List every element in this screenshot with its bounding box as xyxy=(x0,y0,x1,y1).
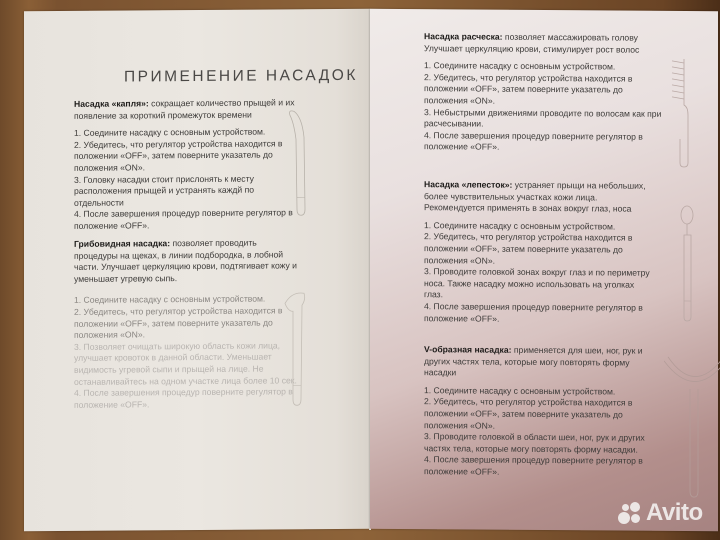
section-description: применяется для шеи, ног, рук и других частях тела, которые могу повторять форму насадки xyxy=(424,344,643,378)
petal-electrode-icon xyxy=(676,205,698,323)
right-page xyxy=(370,9,718,531)
section-description: позволяет проводить процедуры на щеках, в линии подбородка, в лобной части. Улучшает церкуляцию крови, подтягивает кожу и уменьшает угревую сыпь. xyxy=(74,237,297,284)
section-name: Насадка «капля»: xyxy=(74,98,149,109)
step: 4. После завершения процедур поверните регулятор в положение «OFF». xyxy=(424,129,643,153)
step: 4. После завершения процедур поверните регулятор в положение «OFF». xyxy=(74,386,293,410)
page-title: ПРИМЕНЕНИЕ НАСАДОК xyxy=(124,66,358,86)
step: 3. Позволяет очищать широкую область кожи лица, улучшает кровоток в данной области. Уменьшает видимость угревой сыпи и прыщей на лице. Не останавливайтесь на одном участке лица более 10 сек. xyxy=(74,340,297,387)
section-drop xyxy=(74,97,304,232)
step: 1. Соедините насадку с основным устройством. xyxy=(424,384,616,397)
section-description: сокращает количество прыщей и их появление за короткий промежуток времени xyxy=(74,97,295,121)
avito-logo-icon xyxy=(618,502,642,524)
steps-list xyxy=(424,385,652,479)
section-lead xyxy=(424,31,668,56)
step: 4. После завершения процедур поверните регулятор в положение «OFF». xyxy=(424,301,643,324)
section-mushroom xyxy=(74,237,302,411)
section-lead xyxy=(74,237,302,285)
section-comb xyxy=(424,31,668,155)
step: 3. Небыстрыми движениями проводите по волосам как при расчесывании. xyxy=(424,106,662,129)
section-name: Насадка расческа: xyxy=(424,31,503,42)
section-v-shaped xyxy=(424,344,652,479)
steps-list xyxy=(424,60,668,154)
step: 4. После завершения процедур поверните регулятор в положение «OFF». xyxy=(424,454,643,477)
step: 2. Убедитесь, что регулятор устройства находится в положении «OFF», затем поверните указатель до положения «ON». xyxy=(424,231,633,266)
steps-list xyxy=(74,294,302,412)
step: 3. Головку насадки стоит прислонять к месту расположения прыщей и устранять каждй по отдельности xyxy=(74,173,255,208)
step: 1. Соедините насадку с основным устройством. xyxy=(74,126,266,139)
steps-list xyxy=(74,126,304,232)
left-page xyxy=(24,9,370,531)
section-name: V-образная насадка: xyxy=(424,344,512,355)
mushroom-electrode-icon xyxy=(282,289,312,409)
section-lead xyxy=(424,179,652,215)
v-shaped-electrode-icon xyxy=(664,351,720,501)
section-name: Грибовидная насадка: xyxy=(74,238,171,249)
open-booklet xyxy=(24,10,718,530)
steps-list xyxy=(424,220,652,326)
comb-electrode-icon xyxy=(670,55,696,175)
step: 2. Убедитесь, что регулятор устройства находится в положении «OFF», затем поверните указатель до положения «ON». xyxy=(424,396,633,431)
section-lead xyxy=(424,344,652,380)
section-name: Насадка «лепесток»: xyxy=(424,179,513,190)
step: 3. Проводите головкой в области шеи, ног, рук и других частях тела, которые могу повторять форму насадки. xyxy=(424,431,645,455)
step: 3. Проводите головкой зонах вокруг глаз и по периметру носа. Также насадку можно использовать на уголках глаз. xyxy=(424,266,650,300)
step: 2. Убедитесь, что регулятор устройства находится в положении «OFF», затем поверните указатель до положения «ON». xyxy=(424,71,633,106)
step: 1. Соедините насадку с основным устройством. xyxy=(424,60,616,72)
section-description: устраняет прыщи на небольших, более чувствительных участках кожи лица. Рекомендуется применять в зонах вокруг глаз, носа xyxy=(424,179,646,214)
step: 4. После завершения процедур поверните регулятор в положение «OFF». xyxy=(74,207,293,231)
avito-text: Avito xyxy=(646,499,703,526)
section-petal xyxy=(424,179,652,326)
step: 1. Соедините насадку с основным устройством. xyxy=(74,293,266,306)
avito-watermark xyxy=(618,499,703,527)
step: 1. Соедините насадку с основным устройством. xyxy=(424,219,616,232)
step: 2. Убедитесь, что регулятор устройства находится в положении «OFF», затем поверните указатель до положения «ON». xyxy=(74,138,283,173)
drop-electrode-icon xyxy=(284,109,312,219)
step: 2. Убедитесь, что регулятор устройства находится в положении «OFF», затем поверните указатель до положения «ON». xyxy=(74,305,283,341)
section-description: позволяет массажировать голову Улучшает церкуляцию крови, стимулирует рост волос xyxy=(424,31,640,55)
section-lead xyxy=(74,97,304,122)
